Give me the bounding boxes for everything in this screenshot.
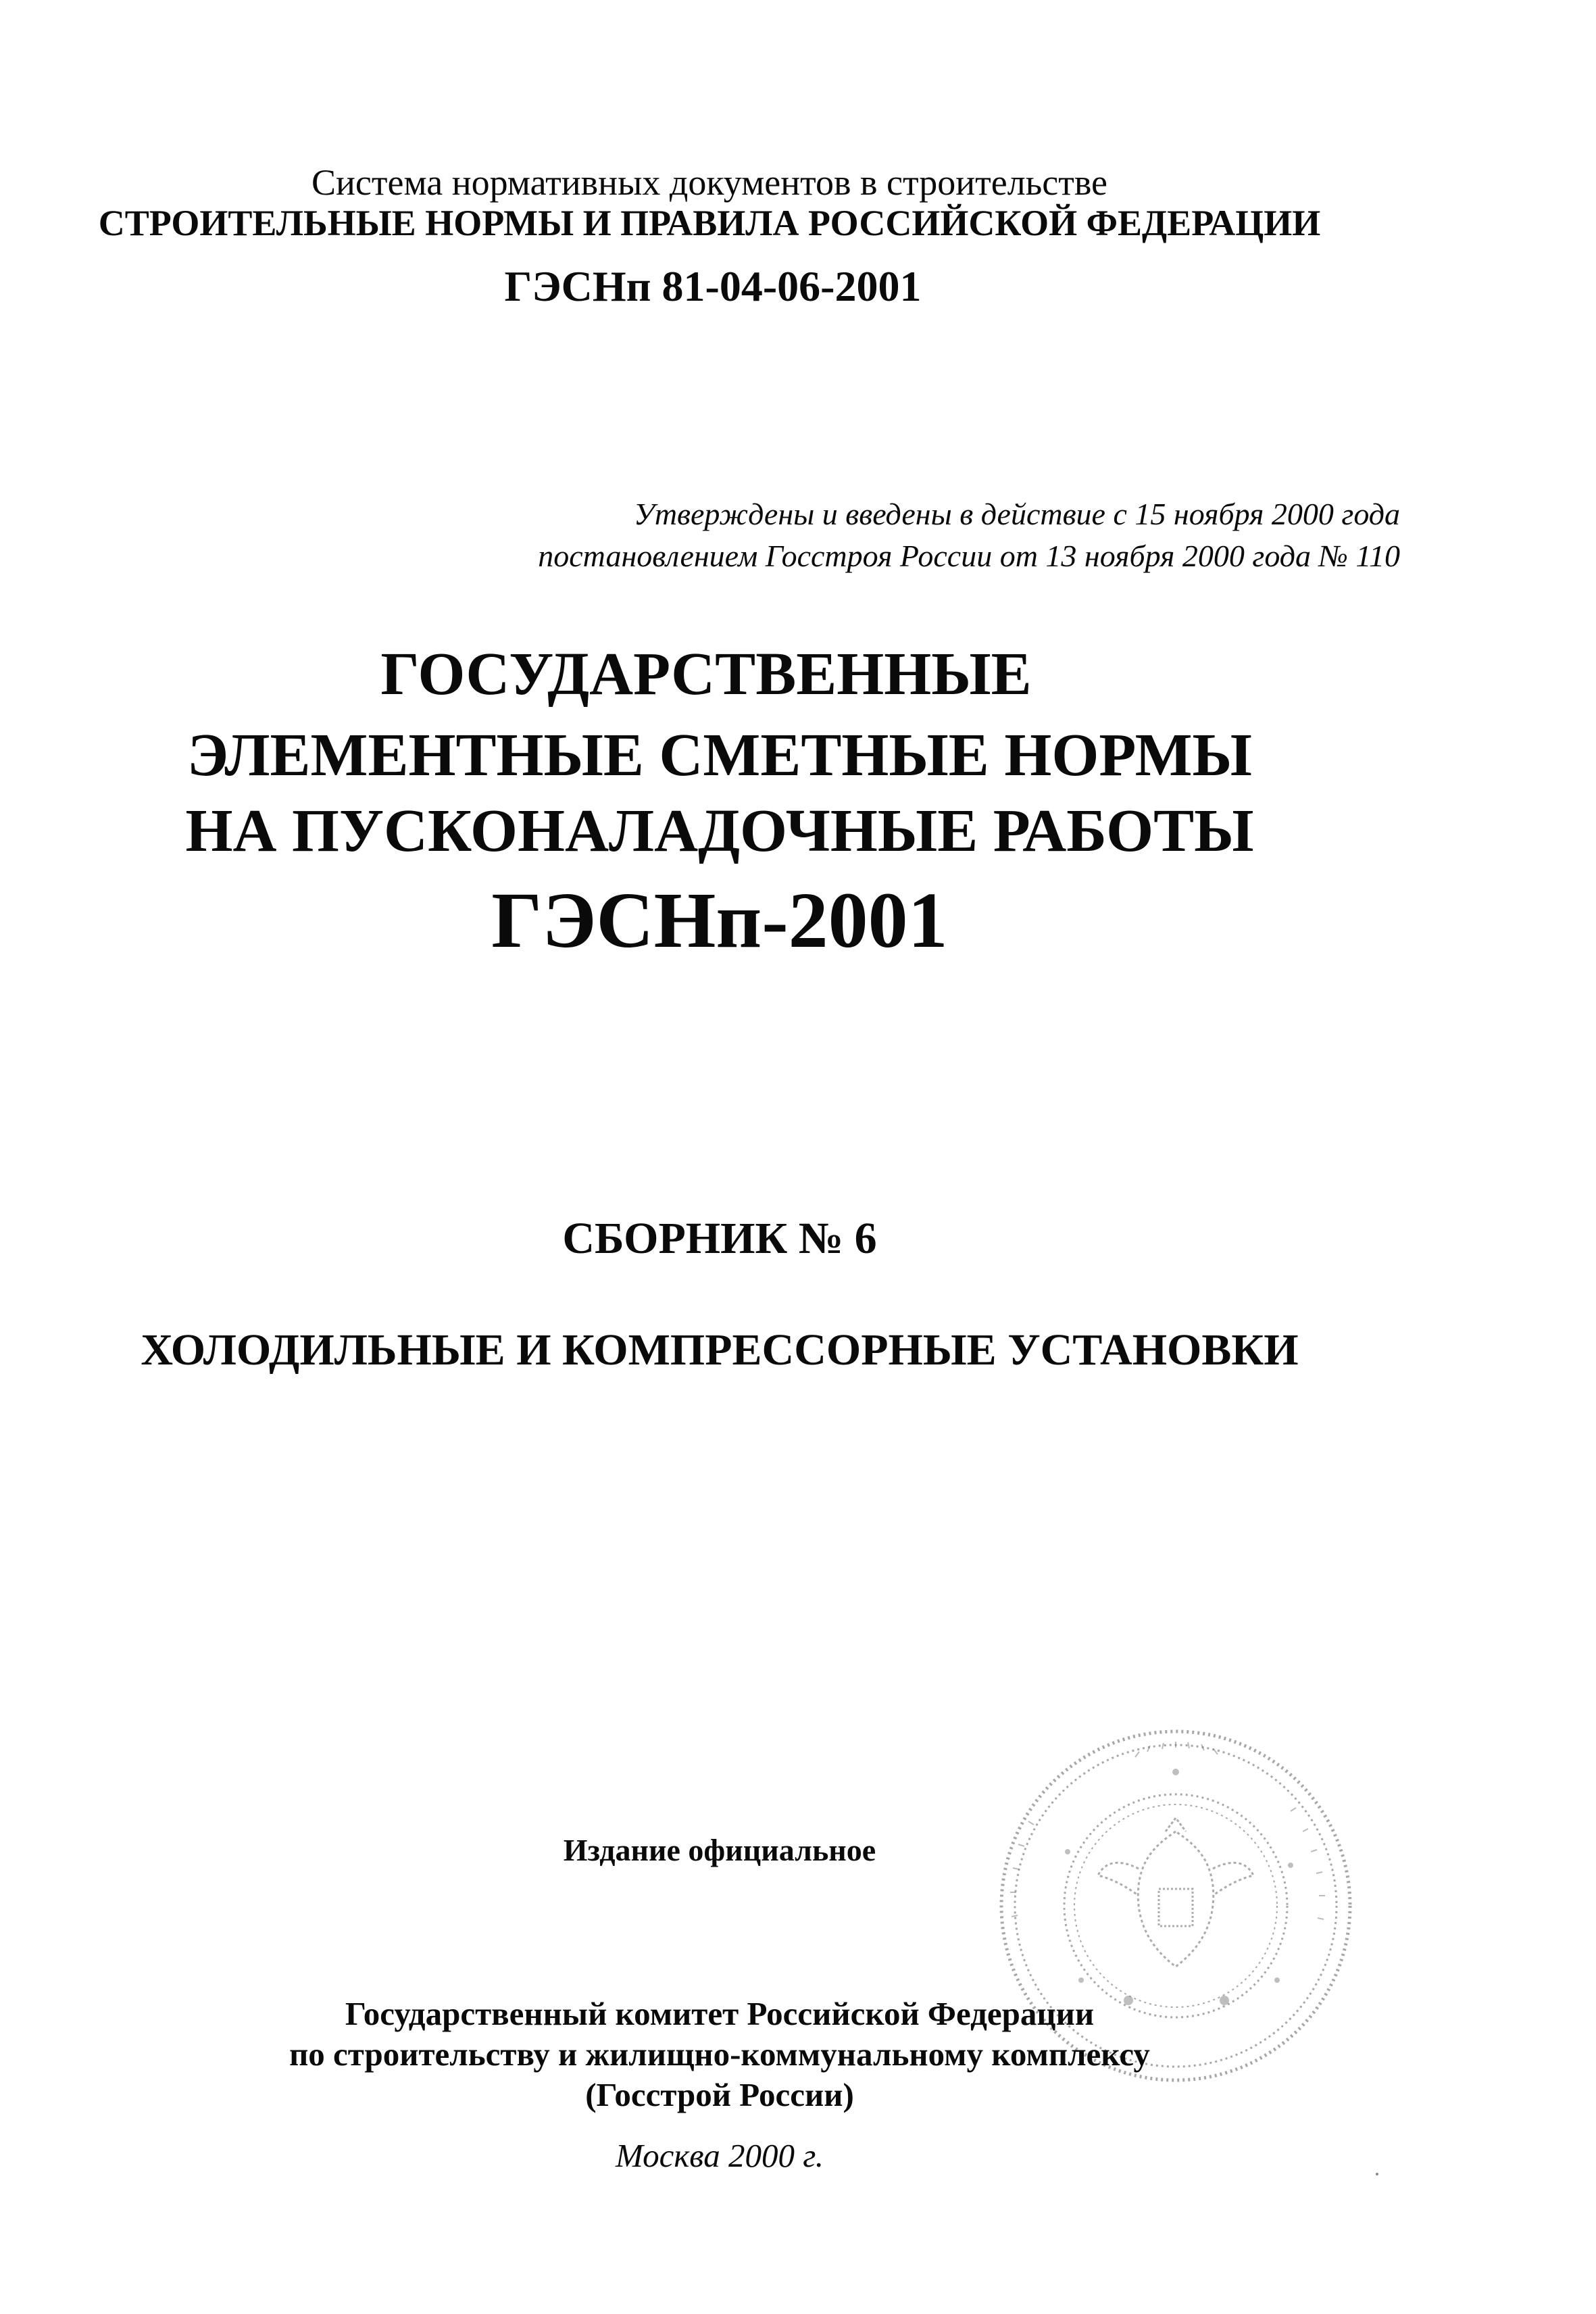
main-title-line-3: НА ПУСКОНАЛАДОЧНЫЕ РАБОТЫ bbox=[185, 797, 1254, 864]
main-title-line-1: ГОСУДАРСТВЕННЫЕ bbox=[380, 641, 1032, 708]
document-code: ГЭСНп 81-04-06-2001 bbox=[504, 262, 922, 310]
main-title-line-2: ЭЛЕМЕНТНЫЕ СМЕТНЫЕ НОРМЫ bbox=[187, 722, 1252, 789]
main-title-code: ГЭСНп-2001 bbox=[491, 876, 948, 964]
publisher-line-1: Государственный комитет Российской Федерации bbox=[345, 1995, 1095, 2032]
snip-title-line: СТРОИТЕЛЬНЫЕ НОРМЫ И ПРАВИЛА РОССИЙСКОЙ ФЕДЕРАЦИИ bbox=[98, 203, 1321, 243]
edition-label: Издание официальное bbox=[563, 1833, 876, 1867]
collection-number: СБОРНИК № 6 bbox=[562, 1214, 877, 1263]
place-and-year: Москва 2000 г. bbox=[616, 2137, 824, 2174]
publisher-line-2: по строительству и жилищно-коммунальному комплексу bbox=[289, 2036, 1150, 2073]
scan-speck bbox=[1376, 2173, 1378, 2175]
approval-line-1: Утверждены и введены в действие с 15 ноября 2000 года bbox=[633, 497, 1400, 531]
approval-line-2: постановлением Госстроя России от 13 ноября 2000 года № 110 bbox=[538, 539, 1400, 573]
system-of-documents-line: Система нормативных документов в строительстве bbox=[311, 162, 1107, 203]
collection-name: ХОЛОДИЛЬНЫЕ И КОМПРЕССОРНЫЕ УСТАНОВКИ bbox=[141, 1325, 1299, 1375]
publisher-line-3: (Госстрой России) bbox=[585, 2076, 854, 2113]
